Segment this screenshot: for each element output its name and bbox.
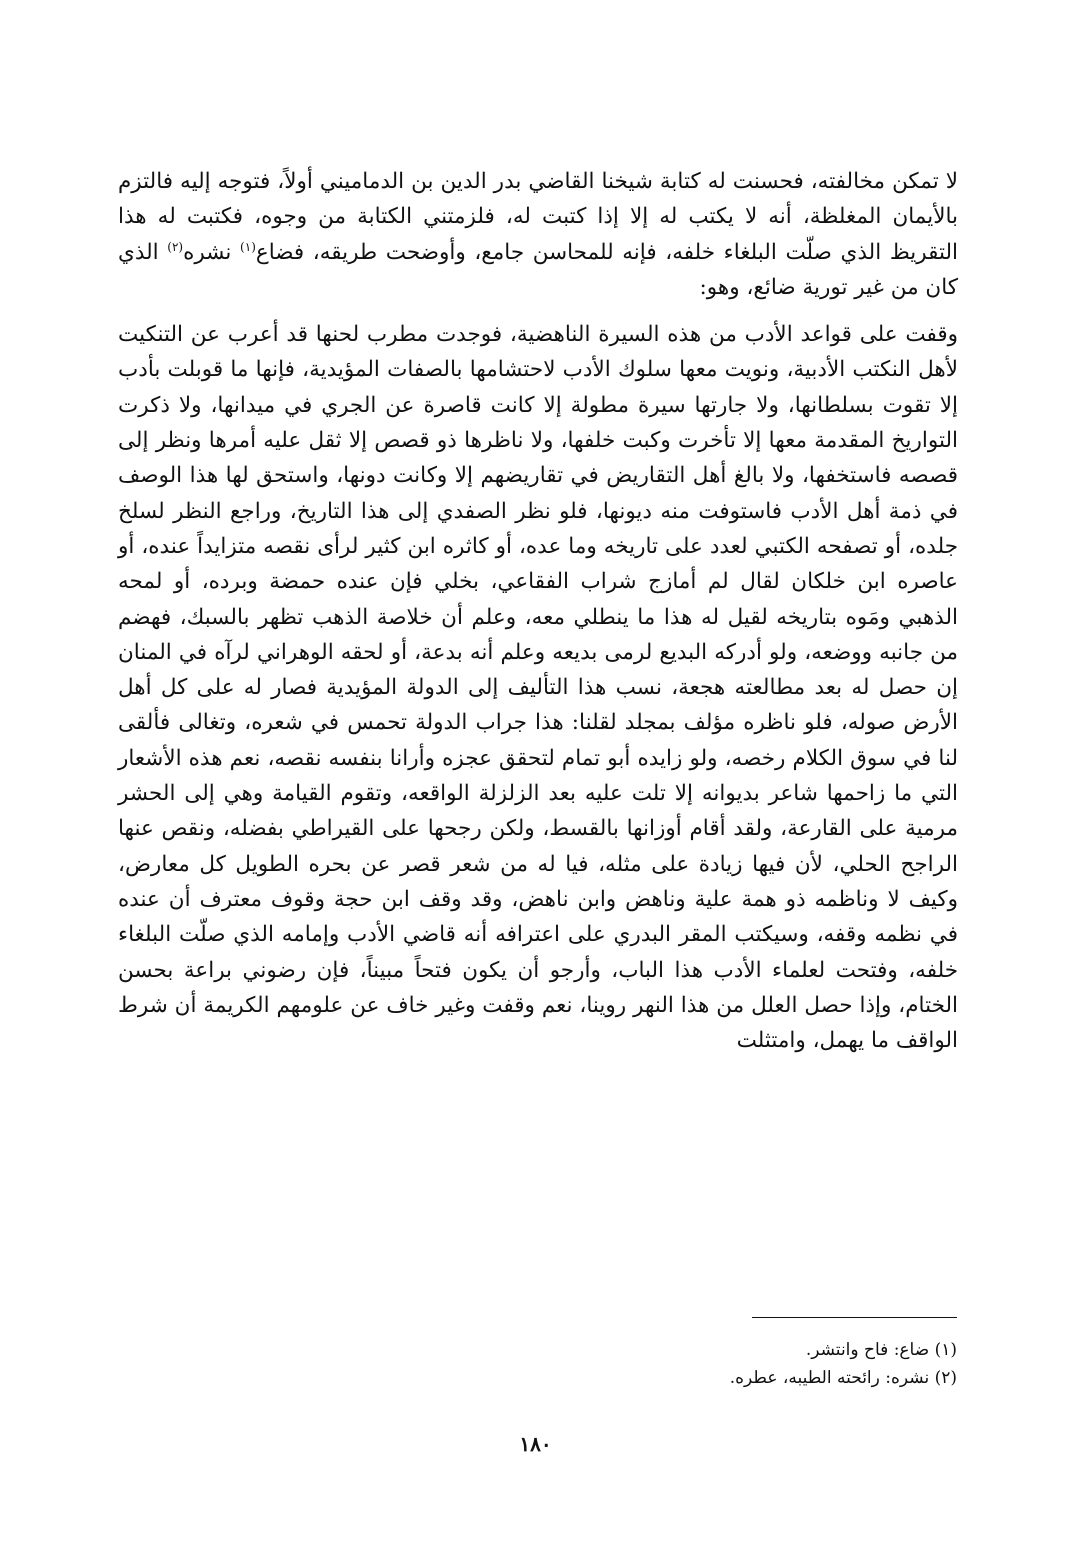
page-body [118, 164, 958, 1058]
footnote-separator [752, 1317, 957, 1318]
paragraph-1 [118, 164, 958, 305]
paragraph-1-text-c: الذي كان من غير تورية ضائع، وهو: [118, 239, 958, 300]
footnote-2: (٢) نشره: رائحته الطيبه، عطره. [729, 1368, 957, 1388]
footnote-ref-2: (٢) [167, 239, 184, 254]
paragraph-2: وقفت على قواعد الأدب من هذه السيرة الناهضية، فوجدت مطرب لحنها قد أعرب عن التنكيت لأهل النكتب الأدبية، ونويت معها سلوك الأدب لاحتشامها بالصفات المؤيدية، فإنها ما قوبلت بأدب إلا تقوت بسلطانها، ولا جارتها سيرة مطولة إلا كانت قاصرة عن الجري في ميدانها، ولا ذكرت التواريخ المقدمة معها إلا تأخرت وكبت خلفها، ولا ناظرها ذو قصص إلا ثقل عليه أمرها ونظر إلى قصصه فاستخفها، ولا بالغ أهل التقاريض في تقاريضهم إلا وكانت دونها، واستحق لها هذا الوصف في ذمة أهل الأدب فاستوفت منه ديونها، فلو نظر الصفدي إلى هذا التاريخ، وراجع النظر لسلخ جلده، أو تصفحه الكتبي لعدد على تاريخه وما عده، أو كاثره ابن كثير لرأى نقصه متزايداً عنده، أو عاصره ابن خلكان لقال لم أمازج شراب الفقاعي، بخلي فإن عنده حمضة وبرده، أو لمحه الذهبي ومَوه بتاريخه لقيل له هذا ما ينطلي معه، وعلم أن خلاصة الذهب تظهر بالسبك، فهضم من جانبه ووضعه، ولو أدركه البديع لرمى بديعه وعلم أنه بدعة، أو لحقه الوهراني لرآه في المنان إن حصل له بعد مطالعته هجعة، نسب هذا التأليف إلى الدولة المؤيدية فصار له على كل أهل الأرض صوله، فلو ناظره مؤلف بمجلد لقلنا: هذا جراب الدولة تحمس في شعره، وتغالى فألقى لنا في سوق الكلام رخصه، ولو زايده أبو تمام لتحقق عجزه وأرانا بنفسه نقصه، نعم هذه الأشعار التي ما زاحمها شاعر بديوانه إلا تلت عليه بعد الزلزلة الواقعه، وتقوم القيامة وهي إلى الحشر مرمية على القارعة، ولقد أقام أوزانها بالقسط، ولكن رجحها على القيراطي بفضله، ونقص عنها الراجح الحلي، لأن فيها زيادة على مثله، فيا له من شعر قصر عن بحره الطويل كل معارض، وكيف لا وناظمه ذو همة علية وناهض وابن ناهض، وقد وقف ابن حجة وقوف معترف أن عنده في نظمه وقفه، وسيكتب المقر البدري على اعترافه أنه قاضي الأدب وإمامه الذي صلّت البلغاء خلفه، وفتحت لعلماء الأدب هذا الباب، وأرجو أن يكون فتحاً مبيناً، فإن رضوني براعة بحسن الختام، وإذا حصل العلل من هذا النهر روينا، نعم وقفت وغير خاف عن علومهم الكريمة أن شرط الواقف ما يهمل، وامتثلت [118, 322, 958, 1054]
footnotes [557, 1336, 957, 1392]
footnote-ref-1: (١) [240, 239, 256, 254]
page-number: ١٨٠ [519, 1432, 552, 1456]
paragraph-1-text-a: لا تمكن مخالفته، فحسنت له كتابة شيخنا القاضي بدر الدين بن الدماميني أولاً، فتوجه إليه فالتزم بالأيمان المغلظة، أنه لا يكتب له إلا إذا كتبت له، فلزمتني الكتابة من وجوه، فكتبت له هذا التقريظ الذي صلّت البلغاء خلفه، فإنه للمحاسن جامع، وأوضحت طريقه، فضاع [118, 169, 958, 265]
paragraph-1-text-b: نشره [183, 239, 241, 265]
footnote-1: (١) ضاع: فاح وانتشر. [805, 1340, 957, 1360]
